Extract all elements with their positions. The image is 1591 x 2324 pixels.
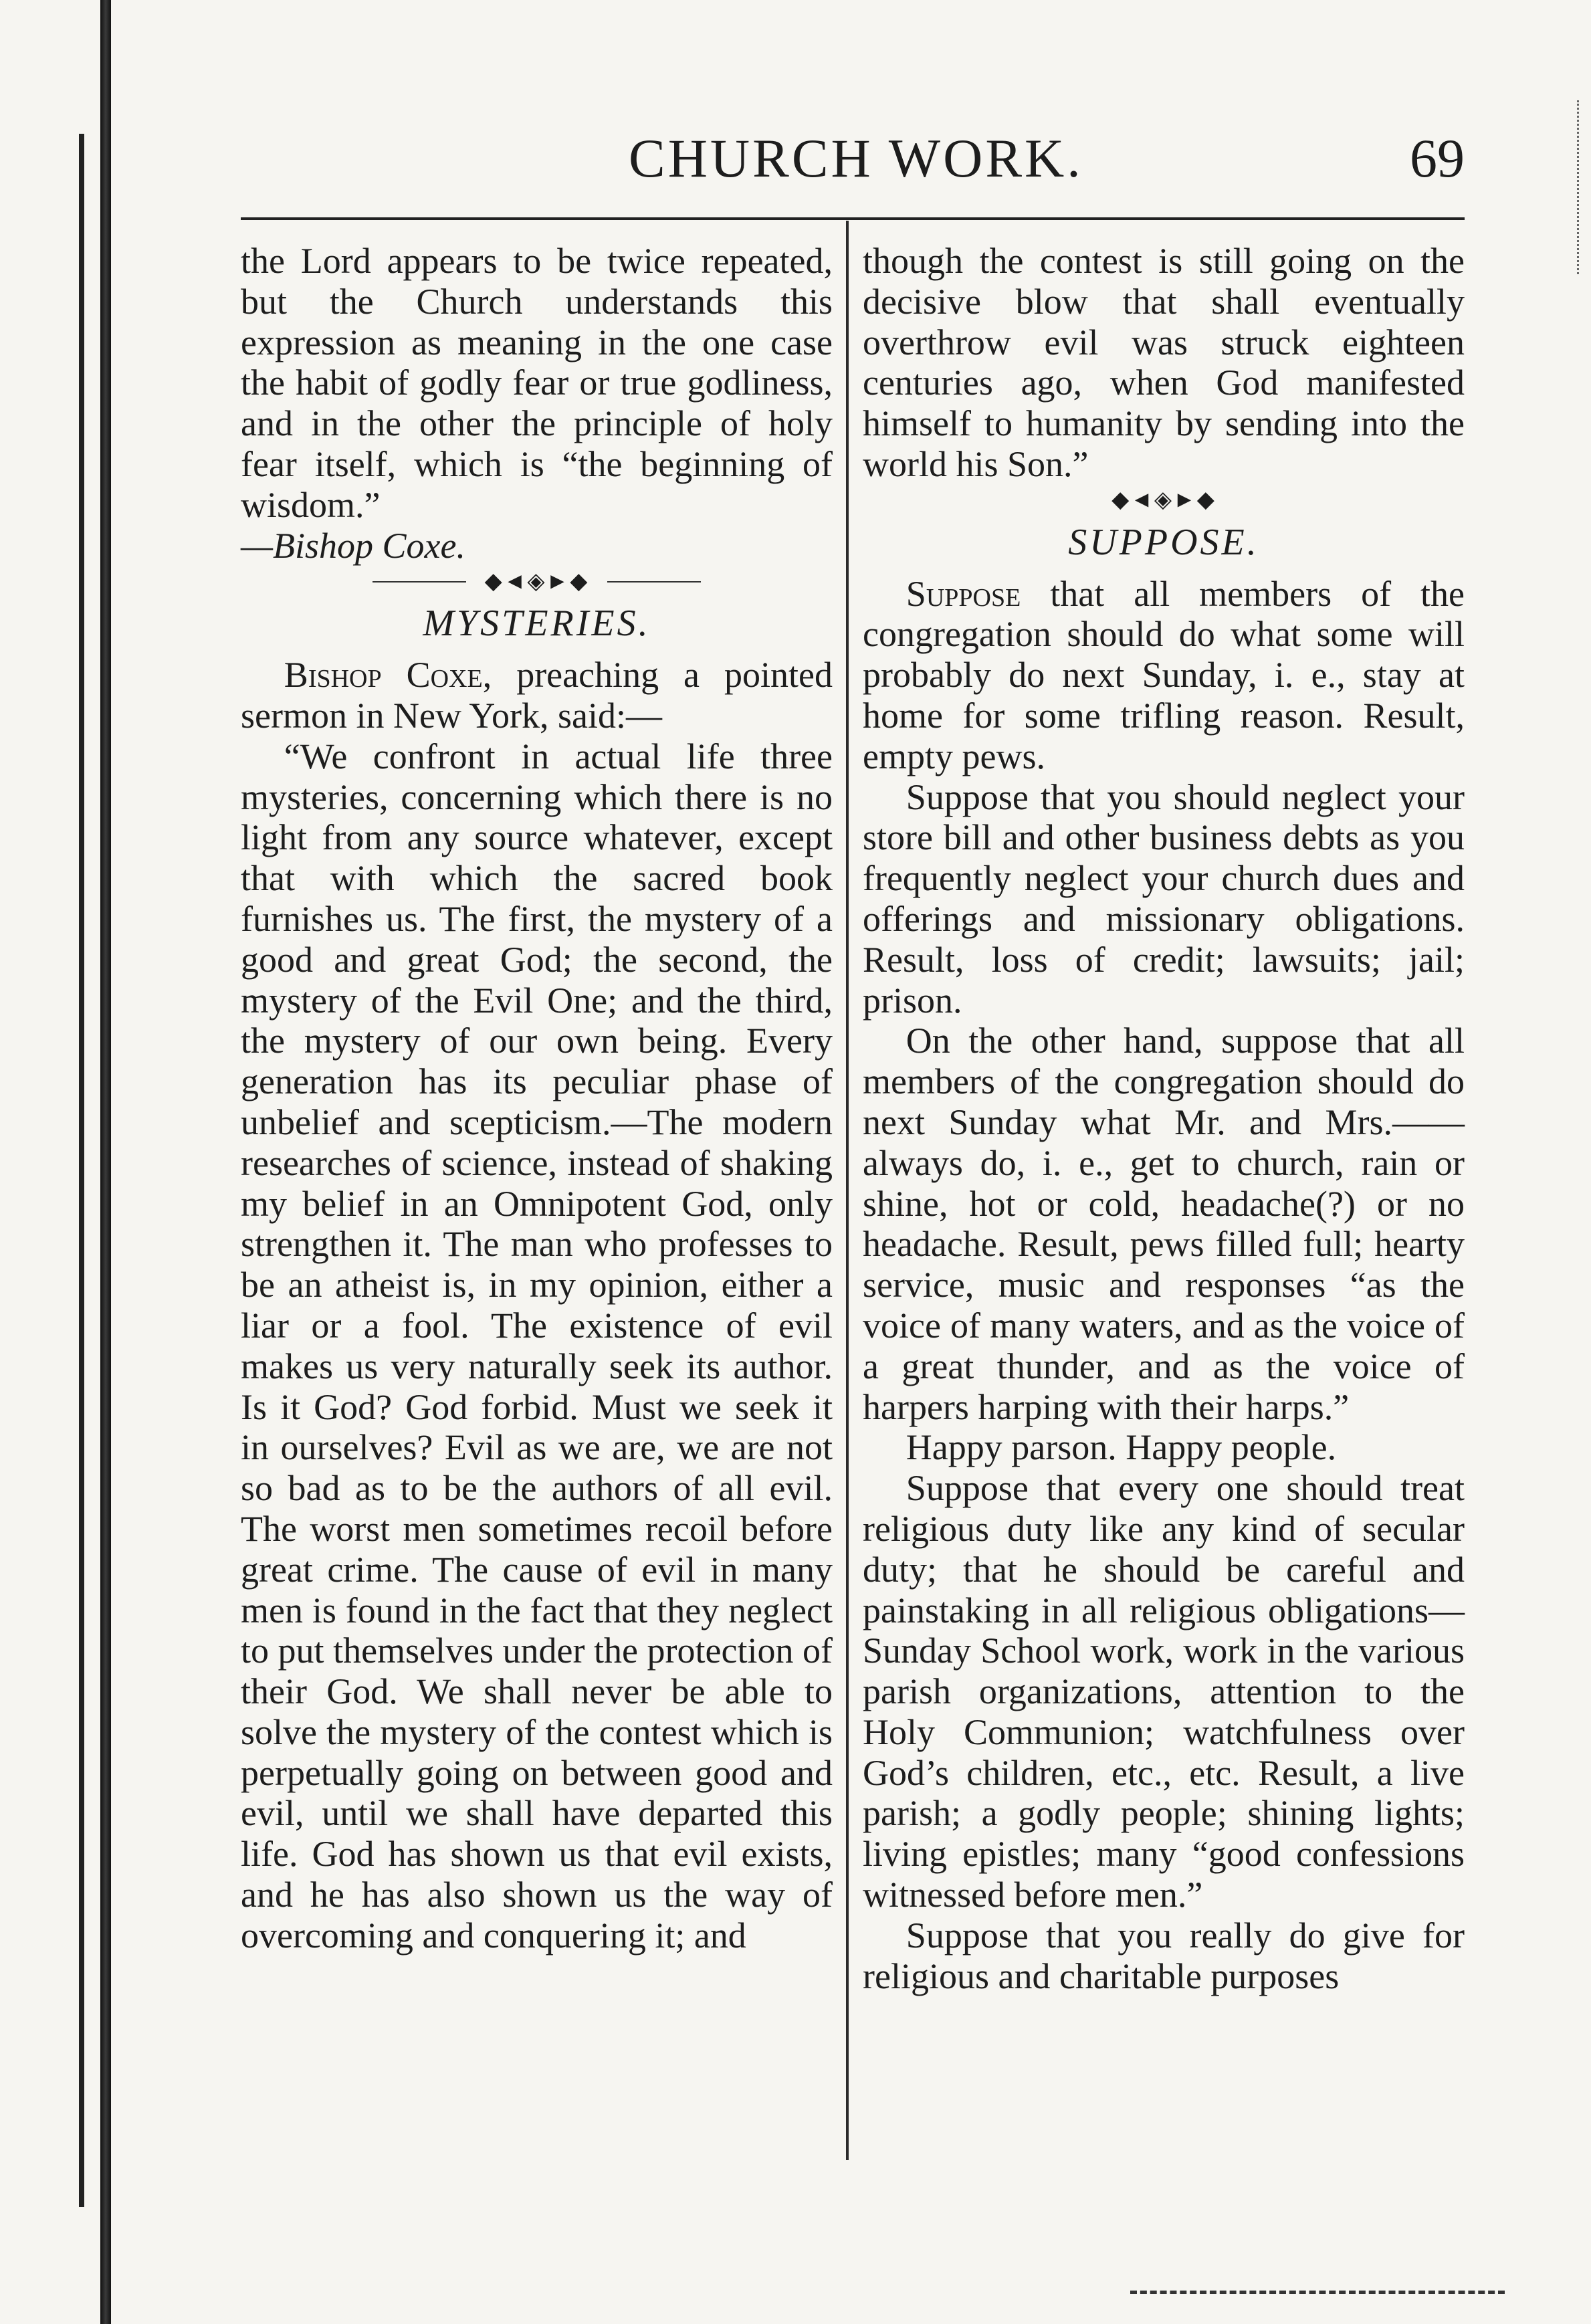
suppose-p1-rest: that all members of the congregation should do what some will probably do next Sunday, i. e., stay at home for some trifling reason. Result, empty pews. — [863, 573, 1465, 776]
bottom-rule — [1130, 2291, 1505, 2294]
binding-edge — [100, 0, 111, 2324]
ornament-glyph: ◆◄◈►◆ — [484, 568, 589, 594]
lead-paragraph — [241, 655, 833, 736]
heading-mysteries: MYSTERIES. — [423, 603, 651, 645]
left-column — [241, 241, 833, 1956]
suppose-paragraph-4: Happy parson. Happy people. — [906, 1427, 1337, 1468]
section-ornament — [241, 568, 833, 595]
suppose-paragraph-2: Suppose that you should neglect your store bill and other business debts as you frequently neglect your church dues and offerings and missionary obligations. Result, loss of credit; lawsuits; jail; prison. — [863, 776, 1465, 1021]
margin-marks — [1570, 100, 1579, 274]
section-ornament-2 — [863, 488, 1465, 514]
suppose-paragraph-1 — [863, 574, 1465, 777]
binding-edge-inner — [79, 134, 84, 2207]
heading-suppose: SUPPOSE. — [1068, 521, 1259, 563]
continued-paragraph: the Lord appears to be twice repeated, but the Church understands this expression as meaning in the one case the habit of godly fear or true godliness, and in the other the principle of holy fear itself, which is “the beginning of wisdom.” — [241, 241, 833, 525]
column-divider — [846, 221, 849, 2160]
page-number: 69 — [1410, 128, 1465, 189]
suppose-paragraph-3: On the other hand, suppose that all members of the congregation should do next Sunday what Mr. and Mrs.——always do, i. e., get to church, rain or shine, hot or cold, headache(?) or no headache. Result, pews filled full; hearty service, music and responses “as the voice of many waters, and as the voice of a great thunder, and as the voice of harpers harping with their harps.” — [863, 1021, 1465, 1427]
attribution: —Bishop Coxe. — [241, 525, 465, 566]
sermon-quote: “We confront in actual life three mysteries, concerning which there is no light from any source whatever, except that with which the sacred book furnishes us. The first, the mystery of a good and great God; the second, the mystery of the Evil One; and the third, the mystery of our own being. Every generation has its peculiar phase of unbelief and scepticism.—The modern researches of science, instead of shaking my belief in an Omnipotent God, only strengthen it. The man who professes to be an atheist is, in my opinion, either a liar or a fool. The existence of evil makes us very naturally seek its author. Is it God? God forbid. Must we seek it in ourselves? Evil as we are, we are not so bad as to be the authors of all evil. The worst men sometimes recoil before great crime. The cause of evil in many men is found in the fact that they neglect to put themselves under the protection of their God. We shall never be able to solve the mystery of the contest which is perpetually going on between good and evil, until we shall have departed this life. God has shown us that evil exists, and he has also shown us the way of overcoming and conquering it; and — [241, 736, 833, 1956]
suppose-paragraph-5: Suppose that every one should treat religious duty like any kind of secular duty; that he should be careful and painstaking in all religious obligations—Sunday School work, work in the various parish organizations, attention to the Holy Communion; watchfulness over God’s children, etc., etc. Result, a live parish; a godly people; shining lights; living epistles; many “good confessions witnessed before men.” — [863, 1468, 1465, 1915]
suppose-paragraph-6: Suppose that you really do give for religious and charitable purposes — [863, 1915, 1465, 1996]
ornament-rule-right — [607, 581, 701, 583]
ornament-glyph-2: ◆◄◈►◆ — [1111, 488, 1216, 513]
running-header — [241, 120, 1465, 214]
header-rule — [241, 217, 1465, 220]
running-title: CHURCH WORK. — [629, 128, 1083, 189]
right-column — [863, 241, 1465, 1996]
suppose-small-caps: Suppose — [906, 573, 1021, 614]
ornament-rule-left — [373, 581, 466, 583]
lead-small-caps: Bishop Coxe — [284, 655, 483, 696]
lead-rest: , preaching a pointed sermon in New York, said:— — [241, 655, 833, 736]
continued-quote: though the contest is still going on the decisive blow that shall eventually overthrow evil was struck eighteen centuries ago, when God manifested himself to humanity by sending into the world his Son.” — [863, 241, 1465, 484]
